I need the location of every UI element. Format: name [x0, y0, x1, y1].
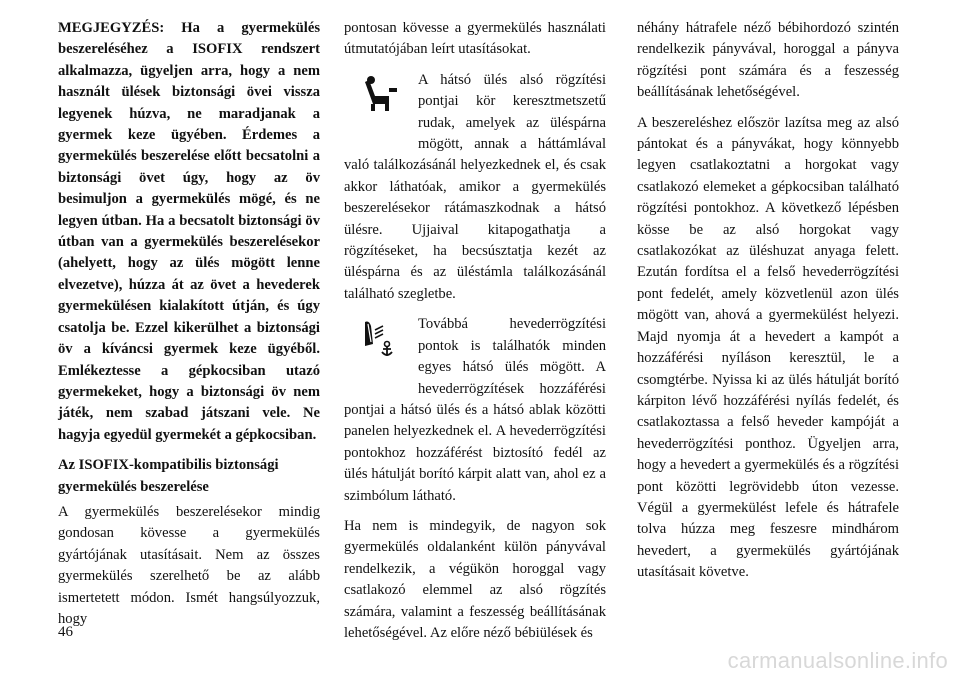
column-3 — [637, 18, 899, 593]
body-paragraph: Továbbá hevederrögzítési pontok is találhatók minden egyes hátsó ülés mögött. A hevederrögzítések hozzáférési pontjai a hátsó ülés és a hátsó ablak közötti panelen helyezkednek el. A hevederrögzítési pontokhoz hozzáférést biztosító fedél az ülés hátulját borító kárpit alatt van, ahol ez a szimbólum látható. — [344, 316, 606, 504]
lower-anchor-paragraph — [344, 70, 606, 305]
body-paragraph: Ha nem is mindegyik, de nagyon sok gyermekülés oldalanként külön pányvával rendelkezik, a végükön horoggal vagy csatlakozó elemmel az alsó rögzítés számára, valamint a feszesség beállításának lehetőségével. Az előre néző bébiülések és — [344, 517, 606, 641]
tether-anchor-paragraph — [344, 314, 606, 507]
page-number: 46 — [58, 624, 73, 640]
section-heading: Az ISOFIX-kompatibilis biztonsági gyermekülés beszerelése — [58, 457, 279, 495]
isofix-note-paragraph: MEGJEGYZÉS: Ha a gyermekülés beszereléséhez a ISOFIX rendszert alkalmazza, ügyeljen arra, hogy a nem használt ülések biztonsági övei vissza legyenek húzva, ne maradjanak a gyermek keze ügyében. Érdemes a gyermekülés beszerelése előtt becsatolni a biztonsági övet úgy, hogy az öv besimuljon a gyermekülés mögé, és ne legyen útban. Ha a becsatolt biztonsági öv útban van a gyermekülés beszerelésekor (ahelyett, hogy az ülés mögött lenne elvezetve), húzza át az övet a hevederek gyermekülésen kialakított útján, és úgy csatolja be. Ezzel kikerülhet a biztonsági öv a kíváncsi gyermek keze ügyéből. Emlékeztesse a gépkocsiban utazó gyermekeket, hogy a biztonsági öv nem játék, nem szabad játszani vele. Ne hagyja egyedül gyermekét a gépkocsiban. — [58, 20, 320, 443]
body-paragraph: A beszereléshez először lazítsa meg az alsó pántokat és a pányvákat, hogy könnyebb legyen csatlakoztatni a horgokat vagy csatlakozó elemeket a gépkocsiban található rögzítési pontokhoz. A következő lépésben kösse be az alsó horgokat vagy csatlakozókat az üléshuzat anyaga felett. Ezután fordítsa el a felső hevederrögzítési pont fedelét, amely közvetlenül azon ülés mögött van, ahová a gyermekülést helyezi. Majd nyomja át a hevedert a kampót a hozzáférési nyíláson keresztül, le a csomgtérbe. Nyissa ki az ülés hátulját borító kárpiton lévő hozzáférési nyílás fedelét, és csatlakoztassa a felső heveder kampóját a hevederrögzítési ponthoz. Ügyeljen arra, hogy a hevedert a gyermekülés és a rögzítési pont közötti legrövidebb úton vezesse. Végül a gyermekülést lefele és hátrafele tolva húzza meg feszesre mindhárom hevedert, a gyermekülés gyártójának utasításait követve. — [637, 114, 899, 581]
body-paragraph: néhány hátrafele néző bébihordozó szintén rendelkezik pányvával, horoggal a pányva rögzítési pont számára és a feszesség beállításának lehetőségével. — [637, 20, 899, 101]
column-2 — [344, 18, 606, 653]
watermark: carmanualsonline.info — [727, 648, 948, 673]
tether-anchor-icon — [344, 314, 414, 398]
body-paragraph: A gyermekülés beszerelésekor mindig gondosan kövesse a gyermekülés gyártójának utasításait. Nem az összes gyermekülés szerelhető be az alább ismertetett módon. Ismét hangsúlyozzuk, hogy — [58, 503, 320, 627]
body-paragraph: pontosan kövesse a gyermekülés használati útmutatójában leírt utasításokat. — [344, 20, 606, 58]
body-paragraph: A hátsó ülés alsó rögzítési pontjai kör keresztmetszetű rudak, amelyek az üléspárna mögött, annak a háttámlával való találkozásánál helyezkednek el, és csak akkor láthatóak, amikor a gyermekülés beszerelésekor rátámaszkodnak a hátsó ülésre. Ujjaival kitapogathatja a rögzítéseket, ha becsúsztatja kezét az üléspárna és az üléstámla találkozásánál található szegletbe. — [344, 71, 606, 302]
child-seat-anchor-icon — [344, 70, 414, 154]
column-1 — [58, 18, 320, 639]
